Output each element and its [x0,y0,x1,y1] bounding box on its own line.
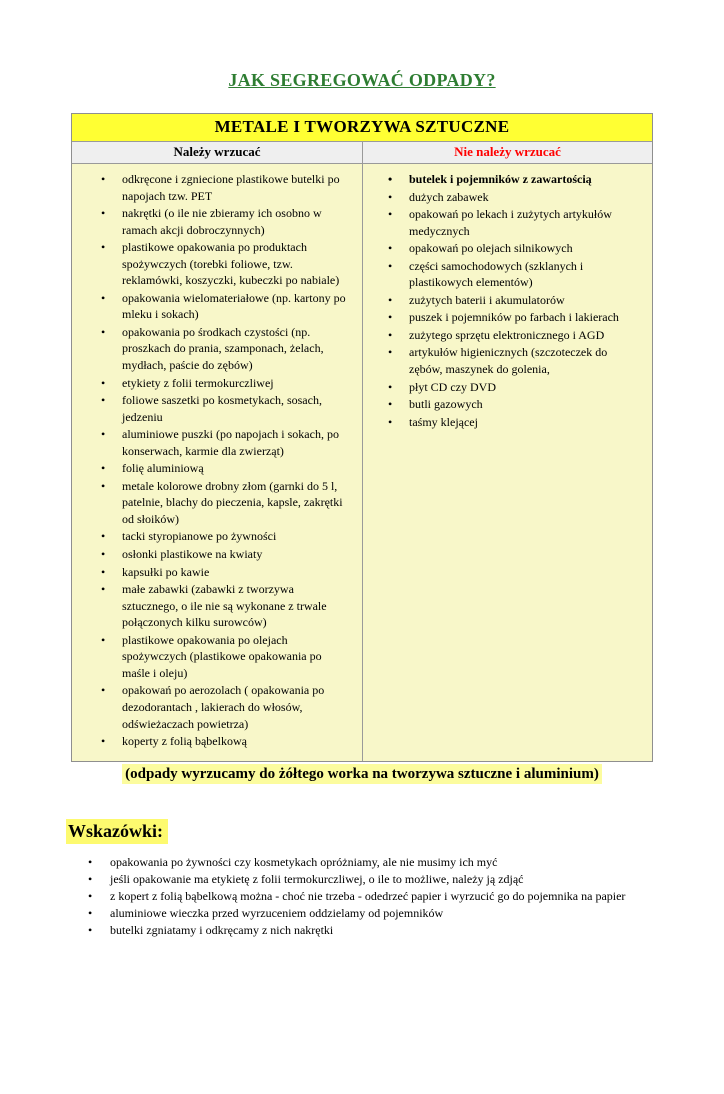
list-item: • opakowania wielomateriałowe (np. kartony po mleku i sokach) [122,290,350,323]
list-item: • butli gazowych [409,396,640,413]
list-item: • butelek i pojemników z zawartością [409,171,640,188]
list-item: • kapsułki po kawie [122,564,350,581]
list-item: • foliowe saszetki po kosmetykach, sosach, jedzeniu [122,392,350,425]
do-list [72,164,362,761]
list-item: • zużytego sprzętu elektronicznego i AGD [409,327,640,344]
list-item: • folię aluminiową [122,460,350,477]
column-header-do: Należy wrzucać [173,144,261,159]
list-item: • plastikowe opakowania po produktach spożywczych (torebki foliowe, tzw. reklamówki, koszyczki, kubeczki po nabiale) [122,239,350,289]
list-item: • części samochodowych (szklanych i plastikowych elementów) [409,258,640,291]
column-header-row [72,142,652,164]
list-item: • odkręcone i zgniecione plastikowe butelki po napojach tzw. PET [122,171,350,204]
list-item: • opakowań po aerozolach ( opakowania po dezodorantach , lakierach do włosów, odświeżaczach powietrza) [122,682,350,732]
list-item: • dużych zabawek [409,189,640,206]
list-item: • osłonki plastikowe na kwiaty [122,546,350,563]
list-item: • etykiety z folii termokurczliwej [122,375,350,392]
list-item: • puszek i pojemników po farbach i lakierach [409,309,640,326]
table-title: METALE I TWORZYWA SZTUCZNE [72,114,652,142]
dont-list [362,164,652,761]
tip-item: • z kopert z folią bąbelkową można - choć nie trzeba - odedrzeć papier i wyrzucić go do pojemnika na papier [110,888,676,904]
note-line [0,766,724,783]
list-item: • aluminiowe puszki (po napojach i sokach, po konserwach, karmie dla zwierząt) [122,426,350,459]
list-item: • małe zabawki (zabawki z tworzywa sztucznego, o ile nie są wykonane z trwale połączonych kilku surowców) [122,581,350,631]
tips-heading [66,821,724,842]
column-header-dont: Nie należy wrzucać [362,142,652,163]
list-item: • zużytych baterii i akumulatorów [409,292,640,309]
list-item: • metale kolorowe drobny złom (garnki do 5 l, patelnie, blachy do pieczenia, kapsle, zakrętki od słoików) [122,478,350,528]
table-body [72,164,652,761]
list-item: • koperty z folią bąbelkową [122,733,350,750]
segregation-table [71,113,653,762]
page-title: JAK SEGREGOWAĆ ODPADY? [228,70,496,90]
list-item: • taśmy klejącej [409,414,640,431]
document-page [0,70,724,1094]
list-item: • artykułów higienicznych (szczoteczek do zębów, maszynek do golenia, [409,344,640,377]
tip-item: • butelki zgniatamy i odkręcamy z nich nakrętki [110,922,676,938]
list-item: • opakowań po olejach silnikowych [409,240,640,257]
tip-item: • aluminiowe wieczka przed wyrzuceniem oddzielamy od pojemników [110,905,676,921]
list-item: • opakowań po lekach i zużytych artykułów medycznych [409,206,640,239]
tip-item: • opakowania po żywności czy kosmetykach opróżniamy, ale nie musimy ich myć [110,854,676,870]
list-item: • tacki styropianowe po żywności [122,528,350,545]
note-text: (odpady wyrzucamy do żółtego worka na tworzywa sztuczne i aluminium) [122,764,602,784]
tips-heading-text: Wskazówki: [66,819,168,844]
tip-item: • jeśli opakowanie ma etykietę z folii termokurczliwej, o ile to możliwe, należy ją zdjąć [110,871,676,887]
list-item: • nakrętki (o ile nie zbieramy ich osobno w ramach akcji dobroczynnych) [122,205,350,238]
list-item: • płyt CD czy DVD [409,379,640,396]
list-item: • opakowania po środkach czystości (np. proszkach do prania, szamponach, żelach, mydłach, paście do zębów) [122,324,350,374]
list-item: • plastikowe opakowania po olejach spożywczych (plastikowe opakowania po maśle i oleju) [122,632,350,682]
tips-list [0,854,724,939]
